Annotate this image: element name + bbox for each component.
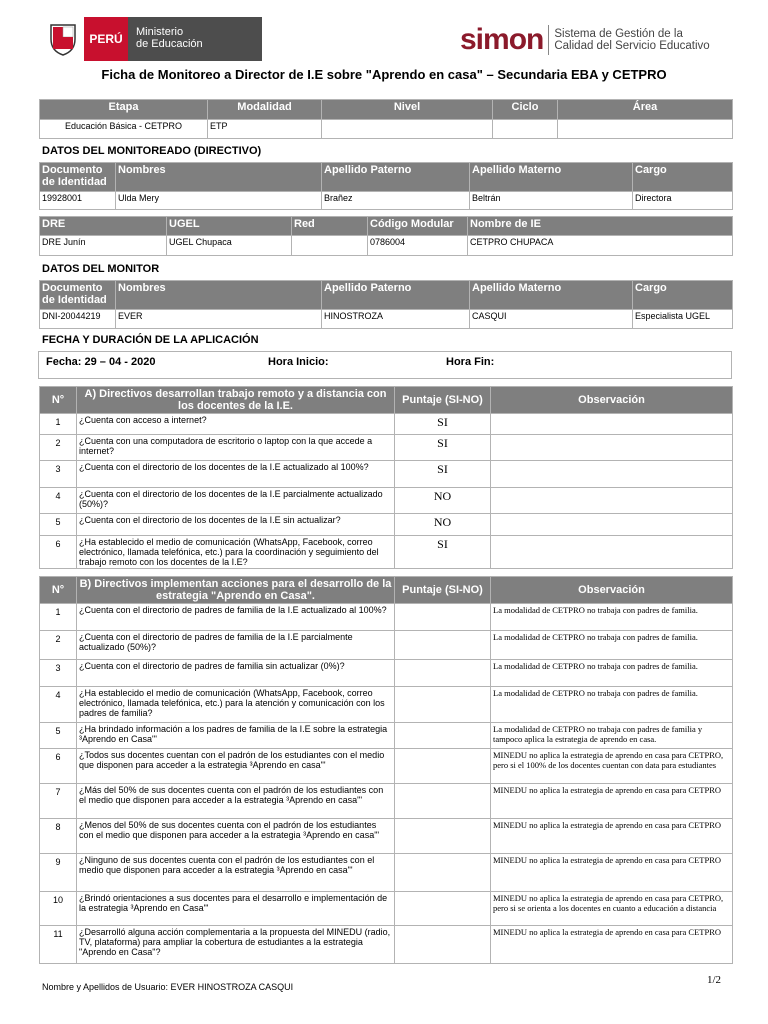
simon-wordmark: simon (460, 23, 544, 56)
part-b-question-text: ¿Cuenta con el directorio de padres de familia de la I.E parcialmente actualizado (50%)? (77, 631, 395, 660)
part-a-puntaje-value: NO (395, 488, 491, 514)
red-value (292, 236, 368, 256)
part-b-puntaje-value (395, 819, 491, 854)
part-b-question-text: ¿Desarrolló alguna acción complementaria a la propuesta del MINEDU (radio, TV, plataforma) para ampliar la cobertura de estudiantes a la estrategia "Aprendo en Casa"? (77, 926, 395, 964)
part-b-title: B) Directivos implementan acciones para el desarrollo de la estrategia "Aprendo en Casa". (77, 577, 395, 604)
part-b-puntaje-value (395, 854, 491, 892)
part-a-row (40, 414, 733, 435)
part-b-observacion-text: La modalidad de CETPRO no trabaja con padres de familia. (491, 687, 733, 723)
part-b-row-number: 7 (40, 784, 77, 819)
part-b-row-number: 10 (40, 892, 77, 926)
part-a-puntaje-value: NO (395, 514, 491, 536)
fecha-value: Fecha: 29 – 04 - 2020 (46, 356, 156, 368)
part-b-observacion-text: MINEDU no aplica la estrategia de aprendo en casa para CETPRO (491, 854, 733, 892)
part-b-question-text: ¿Cuenta con el directorio de padres de familia de la I.E actualizado al 100%? (77, 604, 395, 631)
part-b-observacion-text: La modalidad de CETPRO no trabaja con padres de familia. (491, 604, 733, 631)
monitor-nombres-header: Nombres (116, 281, 322, 310)
footer-user: Nombre y Apellidos de Usuario: EVER HINOSTROZA CASQUI (42, 982, 294, 992)
part-a-question-text: ¿Cuenta con una computadora de escritorio o laptop con la que accede a internet? (77, 435, 395, 461)
cargo-value: Directora (633, 192, 733, 210)
gobierno-logo (42, 17, 262, 61)
etapa-value: Educación Básica - CETPRO (40, 120, 208, 139)
part-a-question-text: ¿Cuenta con el directorio de los docentes de la I.E parcialmente actualizado (50%)? (77, 488, 395, 514)
monitor-ap-paterno-header: Apellido Paterno (322, 281, 470, 310)
part-a-question-text: ¿Cuenta con el directorio de los docentes de la I.E actualizado al 100%? (77, 461, 395, 488)
part-a-question-text: ¿Cuenta con acceso a internet? (77, 414, 395, 435)
part-b-observacion-text: MINEDU no aplica la estrategia de aprendo en casa para CETPRO (491, 819, 733, 854)
part-b-question-text: ¿Más del 50% de sus docentes cuenta con el padrón de los estudiantes con el medio que disponen para acceder a la estrategia ³Aprendo en casa"' (77, 784, 395, 819)
page-number: 1/2 (707, 974, 722, 986)
hora-inicio-label: Hora Inicio: (268, 356, 329, 368)
part-b-puntaje-value (395, 687, 491, 723)
nivel-header: Nivel (322, 100, 493, 120)
nombres-header: Nombres (116, 163, 322, 192)
ap-materno-header: Apellido Materno (470, 163, 633, 192)
codigo-modular-value: 0786004 (368, 236, 468, 256)
part-b-puntaje-value (395, 604, 491, 631)
part-b-row-number: 2 (40, 631, 77, 660)
part-b-row (40, 819, 733, 854)
monitor-nombres-value: EVER (116, 310, 322, 329)
modalidad-header: Modalidad (208, 100, 322, 120)
part-b-puntaje-header: Puntaje (SI-NO) (395, 577, 491, 604)
ciclo-value (493, 120, 558, 139)
ciclo-header: Ciclo (493, 100, 558, 120)
part-a-row-number: 6 (40, 536, 77, 569)
part-b-row (40, 892, 733, 926)
part-b-observacion-text: MINEDU no aplica la estrategia de aprendo en casa para CETPRO (491, 784, 733, 819)
peru-label: PERÚ (84, 17, 128, 61)
part-b-row-number: 3 (40, 660, 77, 687)
part-b-puntaje-value (395, 926, 491, 964)
part-b-question-text: ¿Cuenta con el directorio de padres de familia sin actualizar (0%)? (77, 660, 395, 687)
fecha-box (38, 351, 732, 379)
ap-materno-value: Beltrán (470, 192, 633, 210)
monitoreado-section-title: DATOS DEL MONITOREADO (DIRECTIVO) (42, 145, 262, 157)
part-a-row (40, 536, 733, 569)
nivel-value (322, 120, 493, 139)
monitor-table (39, 280, 733, 329)
part-a-observacion-text (491, 461, 733, 488)
part-b-question-text: ¿Brindó orientaciones a sus docentes para el desarrollo e implementación de la estrategia ³Aprendo en Casa"' (77, 892, 395, 926)
part-b-row-number: 11 (40, 926, 77, 964)
part-a-n-header: N° (40, 387, 77, 414)
part-a-question-text: ¿Ha establecido el medio de comunicación (WhatsApp, Facebook, correo electrónico, llamada telefónica, etc.) para la coordinación y seguimiento del trabajo remoto con los docentes de la I.E? (77, 536, 395, 569)
part-a-row (40, 488, 733, 514)
part-b-row (40, 660, 733, 687)
part-b-puntaje-value (395, 631, 491, 660)
escudo-icon (42, 17, 84, 61)
part-b-row-number: 9 (40, 854, 77, 892)
monitor-ap-materno-value: CASQUI (470, 310, 633, 329)
part-a-puntaje-header: Puntaje (SI-NO) (395, 387, 491, 414)
part-a-puntaje-value: SI (395, 536, 491, 569)
part-b-row (40, 604, 733, 631)
page-header (0, 0, 768, 62)
red-header: Red (292, 217, 368, 236)
part-a-question-text: ¿Cuenta con el directorio de los docentes de la I.E sin actualizar? (77, 514, 395, 536)
part-b-observacion-text: La modalidad de CETPRO no trabaja con padres de familia. (491, 631, 733, 660)
part-b-puntaje-value (395, 784, 491, 819)
part-b-observacion-text: La modalidad de CETPRO no trabaja con padres de familia y tampoco aplica la estrategia de aprendo en casa. (491, 723, 733, 749)
etapa-header: Etapa (40, 100, 208, 120)
doc-header: Documento de Identidad (40, 163, 116, 192)
part-b-question-text: ¿Todos sus docentes cuentan con el padrón de los estudiantes con el medio que disponen para acceder a la estrategia ³Aprendo en casa"' (77, 749, 395, 784)
ugel-value: UGEL Chupaca (167, 236, 292, 256)
part-b-row (40, 784, 733, 819)
part-a-row-number: 2 (40, 435, 77, 461)
part-a-row (40, 461, 733, 488)
monitor-ap-paterno-value: HINOSTROZA (322, 310, 470, 329)
part-a-row-number: 4 (40, 488, 77, 514)
part-b-table (39, 576, 733, 964)
monitor-cargo-value: Especialista UGEL (633, 310, 733, 329)
part-a-observacion-text (491, 435, 733, 461)
ap-paterno-value: Brañez (322, 192, 470, 210)
monitor-doc-header: Documento de Identidad (40, 281, 116, 310)
part-b-question-text: ¿Ninguno de sus docentes cuenta con el padrón de los estudiantes con el medio que disponen para acceder a la estrategia ³Aprendo en casa"' (77, 854, 395, 892)
codigo-modular-header: Código Modular (368, 217, 468, 236)
part-b-row-number: 1 (40, 604, 77, 631)
page-title: Ficha de Monitoreo a Director de I.E sobre "Aprendo en casa" – Secundaria EBA y CETPRO (101, 67, 667, 82)
part-b-row (40, 926, 733, 964)
part-b-observacion-text: MINEDU no aplica la estrategia de aprendo en casa para CETPRO (491, 926, 733, 964)
part-a-observacion-text (491, 514, 733, 536)
part-b-question-text: ¿Ha establecido el medio de comunicación (WhatsApp, Facebook, correo electrónico, llamada telefónica, etc.) para la atención y comunicación con los padres de familia? (77, 687, 395, 723)
part-a-puntaje-value: SI (395, 435, 491, 461)
part-b-row-number: 5 (40, 723, 77, 749)
ministerio-label: Ministerio de Educación (128, 17, 262, 61)
part-a-puntaje-value: SI (395, 461, 491, 488)
part-b-puntaje-value (395, 892, 491, 926)
part-a-table (39, 386, 733, 569)
etapa-table (39, 99, 733, 139)
simon-subtitle: Sistema de Gestión de la Calidad del Servicio Educativo (554, 28, 710, 52)
part-b-question-text: ¿Ha brindado información a los padres de familia de la I.E sobre la estrategia ³Aprendo en Casa"' (77, 723, 395, 749)
part-a-observacion-text (491, 488, 733, 514)
monitor-doc-value: DNI-20044219 (40, 310, 116, 329)
part-b-row (40, 749, 733, 784)
dre-header: DRE (40, 217, 167, 236)
area-header: Área (558, 100, 733, 120)
part-a-row-number: 3 (40, 461, 77, 488)
simon-logo (460, 22, 710, 58)
cargo-header: Cargo (633, 163, 733, 192)
part-a-row-number: 1 (40, 414, 77, 435)
part-a-observacion-text (491, 414, 733, 435)
part-b-row (40, 854, 733, 892)
ap-paterno-header: Apellido Paterno (322, 163, 470, 192)
fecha-section-title: FECHA Y DURACIÓN DE LA APLICACIÓN (42, 334, 259, 346)
part-a-obs-header: Observación (491, 387, 733, 414)
monitor-section-title: DATOS DEL MONITOR (42, 263, 160, 275)
part-b-row (40, 631, 733, 660)
part-b-question-text: ¿Menos del 50% de sus docentes cuenta con el padrón de los estudiantes con el medio que disponen para acceder a la estrategia ³Aprendo en casa"' (77, 819, 395, 854)
part-a-row-number: 5 (40, 514, 77, 536)
monitor-cargo-header: Cargo (633, 281, 733, 310)
monitor-ap-materno-header: Apellido Materno (470, 281, 633, 310)
area-value (558, 120, 733, 139)
part-b-observacion-text: La modalidad de CETPRO no trabaja con padres de familia. (491, 660, 733, 687)
part-b-observacion-text: MINEDU no aplica la estrategia de aprendo en casa para CETPRO, pero si se orienta a los docentes en cuanto a educación a distancia (491, 892, 733, 926)
part-b-puntaje-value (395, 723, 491, 749)
part-b-row (40, 687, 733, 723)
ugel-header: UGEL (167, 217, 292, 236)
part-b-n-header: N° (40, 577, 77, 604)
part-b-row-number: 4 (40, 687, 77, 723)
part-b-obs-header: Observación (491, 577, 733, 604)
nombres-value: Ulda Mery (116, 192, 322, 210)
dre-value: DRE Junín (40, 236, 167, 256)
monitoreado-table (39, 162, 733, 210)
dre-table (39, 216, 733, 256)
part-a-title: A) Directivos desarrollan trabajo remoto y a distancia con los docentes de la I.E. (77, 387, 395, 414)
part-a-row (40, 514, 733, 536)
nombre-ie-header: Nombre de IE (468, 217, 733, 236)
part-b-puntaje-value (395, 660, 491, 687)
nombre-ie-value: CETPRO CHUPACA (468, 236, 733, 256)
part-b-row-number: 6 (40, 749, 77, 784)
doc-value: 19928001 (40, 192, 116, 210)
part-a-row (40, 435, 733, 461)
hora-fin-label: Hora Fin: (446, 356, 495, 368)
part-b-row (40, 723, 733, 749)
part-b-row-number: 8 (40, 819, 77, 854)
part-a-observacion-text (491, 536, 733, 569)
modalidad-value: ETP (208, 120, 322, 139)
part-b-observacion-text: MINEDU no aplica la estrategia de aprendo en casa para CETPRO, pero si el 100% de los docentes cuentan con data para estudiantes (491, 749, 733, 784)
part-b-puntaje-value (395, 749, 491, 784)
part-a-puntaje-value: SI (395, 414, 491, 435)
